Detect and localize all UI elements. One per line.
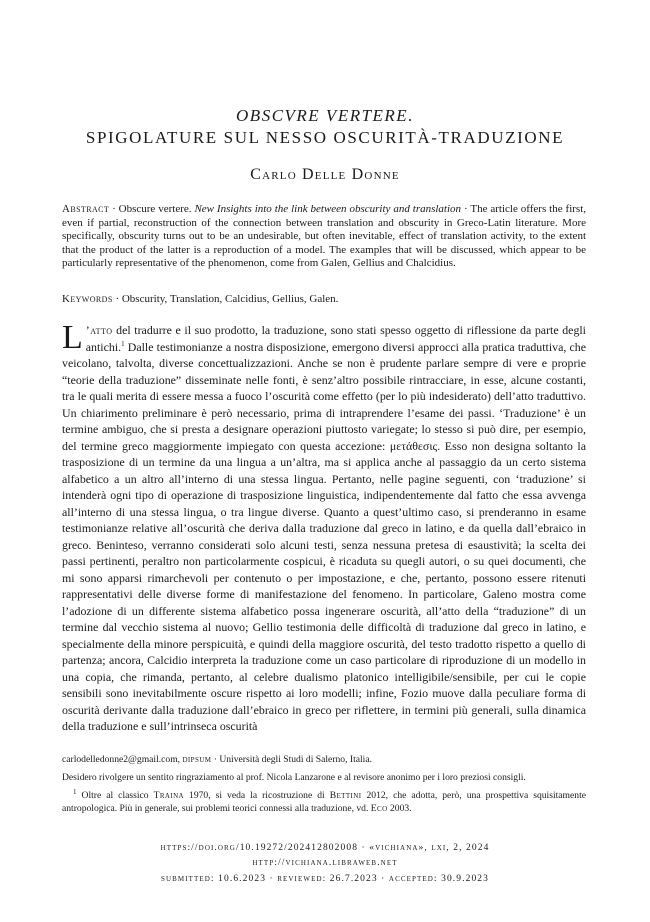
journal-website[interactable]: http://vichiana.libraweb.net	[252, 858, 398, 868]
footnote-1-text-c: 2012, che adotta, però, una prospettiva squisitamente antropologica. Più in generale, sui problemi teorici connessi alla traduzione, vd.	[62, 790, 586, 814]
department: dipsum	[182, 754, 212, 765]
submission-dates: submitted: 10.6.2023 · reviewed: 26.7.2023 · accepted: 30.9.2023	[160, 874, 490, 884]
doi-line[interactable]: https://doi.org/10.19272/202412802008 · «vichiana», lxi, 2, 2024	[160, 843, 490, 853]
keywords	[62, 293, 586, 307]
cite-traina: Traina	[153, 790, 185, 801]
abstract-title-sep: · Obscure vertere.	[109, 203, 195, 215]
article-title-line2: SPIGOLATURE SUL NESSO OSCURITÀ-TRADUZIONE	[85, 128, 565, 147]
lead-in-word: ’atto	[85, 323, 113, 337]
body-text-part2: Dalle testimonianze a nostra disposizione, emergono diversi approcci alla pratica traduttiva, che veicolano, talvolta, diverse concettualizzazioni. Anche se non è prudente parlare sempre di vere e proprie “teorie della traduzione” disseminate nelle fonti, è senz’altro possibile rintracciare, in esse, alcune costanti, tra le quali merita di essere messa a fuoco l’oscurità come effetto (per lo più indesiderato) dell’atto traduttivo. Un chiarimento preliminare è però necessario, prima di intraprendere l’esame dei passi. ‘Traduzione’ è un termine ambiguo, che si presta a designare operazioni piuttosto variegate; lo stesso si può dire, per esempio, del termine greco maggiormente impiegato con questa accezione: μετάθεσις. Esso non designa soltanto la trasposizione di un termine da una lingua a un’altra, ma si applica anche al passaggio da un certo sistema alfabetico a un altro all’interno di una stessa lingua. Pertanto, nelle pagine seguenti, con ‘traduzione’ si intenderà ogni tipo di operazione di trasposizione linguistica, indipendentemente dal fatto che essa avvenga all’interno di una stessa lingua, o tra lingue diverse. Quanto a quest’ultimo caso, si prenderanno in esame testimonianze relative all’oscurità che deriva dalla traduzione dal greco in latino, e da quella dall’ebraico in greco. Beninteso, verranno considerati solo alcuni testi, senza nessuna pretesa di esaustività; la scelta dei passi pertinenti, peraltro non particolarmente cospicui, è ricaduta su quegli autori, o su quei documenti, che mi sono apparsi rimarchevoli per contenuto o per impostazione, e che, pertanto, possono essere ritenuti rappresentativi delle diverse forme di manifestazione del fenomeno. In particolare, Galeno mostra come l’adozione di un differente sistema alfabetico possa ingenerare oscurità, all’atto della “traduzione” di un termine dal vecchio sistema al nuovo; Gellio testimonia delle difficoltà di traduzione dal greco in latino, e specialmente della minore perspicuità, e quindi della maggiore oscurità, del testo tradotto rispetto a quello di partenza; ancora, Calcidio interpreta la traduzione come un caso particolare di riproduzione di un modello in una copia, che rimanda, pertanto, al celebre dualismo platonico intelligibile/sensibile, per cui le copie sensibili sono inevitabilmente oscure rispetto ai loro modelli; infine, Fozio muove dalla peculiare forma di oscurità derivante dalla traduzione dall’ebraico in greco per riflettere, in termini più generali, sulla dinamica della traduzione e sull’intrinseca oscurità	[62, 339, 586, 733]
abstract-text: · The article offers the first, even if partial, reconstruction of the connection between translation and obscurity in Greco-Latin literature. More specifically, obscurity turns out to be an undesirable, but often inevitable, effect of translation activity, to the extent that the product of the latter is a reproduction of a model. The examples that will be discussed, which appear to be particularly representative of the phenomenon, come from Galen, Gellius and Chalcidius.	[62, 203, 586, 270]
footnote-1-mark: 1	[73, 787, 77, 796]
abstract-label: Abstract	[62, 203, 110, 215]
affiliation-note	[62, 753, 586, 766]
footnote-1-text-a: Oltre al classico	[76, 790, 154, 801]
footnote-1-text-b: 1970, si veda la ricostruzione di	[184, 790, 330, 801]
keywords-label: Keywords	[62, 293, 113, 305]
cite-bettini: Bettini	[329, 790, 362, 801]
author-email[interactable]: carlodelledonne2@gmail.com,	[62, 754, 183, 765]
abstract-subtitle: New Insights into the link between obscurity and translation	[194, 203, 462, 215]
acknowledgments: Desidero rivolgere un sentito ringraziamento al prof. Nicola Lanzarone e al revisore anonimo per i loro preziosi consigli.	[62, 772, 526, 783]
footnote-1	[62, 789, 586, 815]
body-paragraph	[62, 319, 586, 735]
abstract	[62, 203, 586, 271]
cite-eco: Eco	[370, 803, 388, 814]
keywords-text: · Obscurity, Translation, Calcidius, Gellius, Galen.	[112, 293, 339, 305]
author-name: Carlo Delle Donne	[250, 166, 400, 183]
article-title-line1: OBSCVRE VERTERE.	[236, 106, 414, 125]
drop-cap: L	[62, 319, 83, 356]
university: · Università degli Studi di Salerno, Italia.	[211, 754, 372, 765]
footnote-ref-1[interactable]: 1	[121, 339, 125, 348]
footnote-1-text-d: 2003.	[387, 803, 412, 814]
footnotes	[62, 753, 586, 820]
body-text-part1: del tradurre e il suo prodotto, la traduzione, sono stati spesso oggetto di riflessione da parte degli antichi.	[85, 323, 586, 354]
